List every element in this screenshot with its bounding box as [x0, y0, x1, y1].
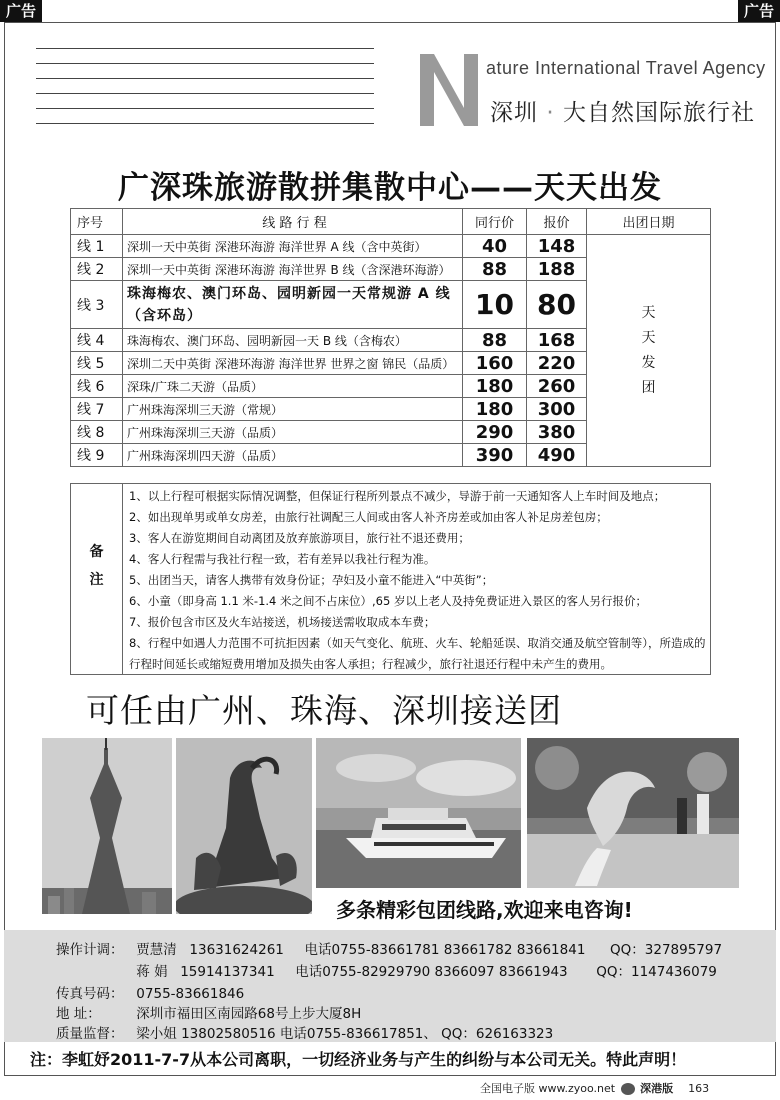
agency-logo [416, 50, 482, 130]
agency-english-name: ature International Travel Agency [486, 58, 766, 78]
notes-box [70, 483, 711, 675]
page-headline: 广深珠旅游散拼集散中心——天天出发 [118, 170, 662, 206]
operator-qq: QQ：1147436079 [596, 964, 717, 980]
route-desc: 深圳一天中英街 深港环海游 海洋世界 B 线（含深港环海游） [123, 258, 463, 281]
table-row [71, 235, 711, 258]
route-desc: 深圳一天中英街 深港环海游 海洋世界 A 线（含中英街） [123, 235, 463, 258]
slogan: 多条精彩包团线路,欢迎来电咨询! [336, 898, 633, 922]
fax-label: 传真号码： [56, 986, 124, 1002]
peer-price: 290 [463, 421, 527, 444]
dolphin-show-photo [527, 738, 739, 888]
retail-price: 380 [527, 421, 587, 444]
route-no: 线 2 [71, 258, 123, 281]
route-no: 线 5 [71, 352, 123, 375]
route-desc: 珠海梅农、澳门环岛、园明新园一天 B 线（含梅农） [123, 329, 463, 352]
note-item: 7、报价包含市区及火车站接送，机场接送需收取成本车费； [129, 615, 436, 629]
page-footer [480, 1080, 709, 1096]
retail-price: 300 [527, 398, 587, 421]
contact-supervisor-row [56, 1022, 553, 1042]
route-desc: 深珠/广珠二天游（品质） [123, 375, 463, 398]
note-item: 4、客人行程需与我社行程一致，若有差异以我社行程为准。 [129, 552, 436, 566]
canton-tower-photo [42, 738, 172, 914]
ad-label-right: 广告 [738, 0, 780, 22]
route-no: 线 4 [71, 329, 123, 352]
peer-price: 88 [463, 329, 527, 352]
ad-label-left: 广告 [0, 0, 42, 22]
supervisor-label: 质量监督： [56, 1026, 124, 1042]
departure-cell [587, 235, 711, 467]
footer-region: 深港版 [640, 1082, 674, 1095]
agency-city: 深圳 [490, 100, 538, 126]
note-item: 2、如出现单男或单女房差，由旅行社调配三人间或由客人补齐房差或加由客人补足房差包房； [129, 510, 608, 524]
blank-writing-lines [36, 48, 374, 138]
operator-label: 操作计调： [56, 942, 124, 958]
address-label: 地 址： [56, 1006, 101, 1022]
operator-name: 蒋 娟 [136, 964, 168, 980]
note-item: 5、出团当天，请客人携带有效身份证；孕妇及小童不能进入“中英街”； [129, 573, 494, 587]
disclaimer: 注：李虹妤2011-7-7从本公司离职，一切经济业务与产生的纠纷与本公司无关。特此声明！ [30, 1050, 687, 1069]
peer-price: 88 [463, 258, 527, 281]
peer-price: 180 [463, 375, 527, 398]
route-desc: 广州珠海深圳三天游（常规） [123, 398, 463, 421]
fax-number: 0755-83661846 [136, 986, 245, 1002]
header-no: 序号 [71, 209, 123, 235]
retail-price: 220 [527, 352, 587, 375]
contact-section [4, 930, 776, 1042]
ferry-boat-photo [316, 738, 521, 888]
route-no: 线 9 [71, 444, 123, 467]
route-desc: 珠海梅农、澳门环岛、园明新园一天常规游 A 线（含环岛） [123, 281, 463, 329]
route-no: 线 7 [71, 398, 123, 421]
operator-mobile: 15914137341 [180, 964, 275, 980]
operator-qq: QQ：327895797 [610, 942, 723, 958]
agency-chinese-name [490, 94, 755, 127]
footer-edition: 全国电子版 [480, 1082, 535, 1095]
header-route: 线 路 行 程 [123, 209, 463, 235]
address-text: 深圳市福田区南园路68号上步大厦8H [136, 1006, 362, 1022]
peer-price: 390 [463, 444, 527, 467]
notes-title-cell [71, 484, 123, 674]
contact-row-2 [56, 960, 717, 980]
pickup-banner: 可任由广州、珠海、深圳接送团 [86, 691, 562, 730]
route-no: 线 1 [71, 235, 123, 258]
contact-address-row [56, 1002, 361, 1022]
agency-cn-title: 大自然国际旅行社 [562, 100, 755, 126]
route-desc: 广州珠海深圳三天游（品质） [123, 421, 463, 444]
route-no: 线 6 [71, 375, 123, 398]
operator-mobile: 13631624261 [189, 942, 284, 958]
footer-url[interactable]: www.zyoo.net [538, 1082, 616, 1095]
route-no: 线 3 [71, 281, 123, 329]
retail-price: 148 [527, 235, 587, 258]
peer-price: 10 [463, 281, 527, 329]
operator-name: 贾慧清 [136, 942, 177, 958]
peer-price: 40 [463, 235, 527, 258]
notes-title: 备注 [89, 544, 104, 588]
agency-separator: · [546, 100, 555, 126]
notes-list [129, 486, 707, 675]
retail-price: 188 [527, 258, 587, 281]
retail-price: 490 [527, 444, 587, 467]
header-price: 报价 [527, 209, 587, 235]
departure-text: 天天发团 [641, 304, 656, 396]
supervisor-text: 梁小姐 13802580516 电话0755-836617851、 QQ：626163323 [136, 1026, 554, 1042]
route-desc: 深圳二天中英街 深港环海游 海洋世界 世界之窗 锦民（品质） [123, 352, 463, 375]
table-header-row [71, 209, 711, 235]
retail-price: 80 [527, 281, 587, 329]
note-item: 1、以上行程可根据实际情况调整，但保证行程所列景点不减少，导游于前一天通知客人上车时间及地点； [129, 489, 666, 503]
peer-price: 160 [463, 352, 527, 375]
note-item: 8、行程中如遇人力范围不可抗拒因素（如天气变化、航班、火车、轮船延误、取消交通及航空管制等），所造成的行程时间延长或缩短费用增加及损失由客人承担；行程减少，旅行社退还行程中未产生的费用。 [129, 636, 706, 671]
header-peer-price: 同行价 [463, 209, 527, 235]
peer-price: 180 [463, 398, 527, 421]
operator-phones: 电话0755-82929790 8366097 83661943 [295, 964, 568, 980]
five-rams-statue-photo [176, 738, 312, 914]
contact-fax-row [56, 982, 244, 1002]
route-table [70, 208, 711, 467]
publisher-badge-icon [621, 1083, 635, 1095]
header-departure: 出团日期 [587, 209, 711, 235]
note-item: 6、小童（即身高 1.1 米-1.4 米之间不占床位）,65 岁以上老人及持免费证进入景区的客人另行报价； [129, 594, 647, 608]
route-no: 线 8 [71, 421, 123, 444]
page-number: 163 [688, 1082, 710, 1095]
route-desc: 广州珠海深圳四天游（品质） [123, 444, 463, 467]
operator-phones: 电话0755-83661781 83661782 83661841 [304, 942, 586, 958]
retail-price: 260 [527, 375, 587, 398]
note-item: 3、客人在游览期间自动离团及放弃旅游项目，旅行社不退还费用； [129, 531, 470, 545]
retail-price: 168 [527, 329, 587, 352]
contact-row-1 [56, 938, 722, 958]
